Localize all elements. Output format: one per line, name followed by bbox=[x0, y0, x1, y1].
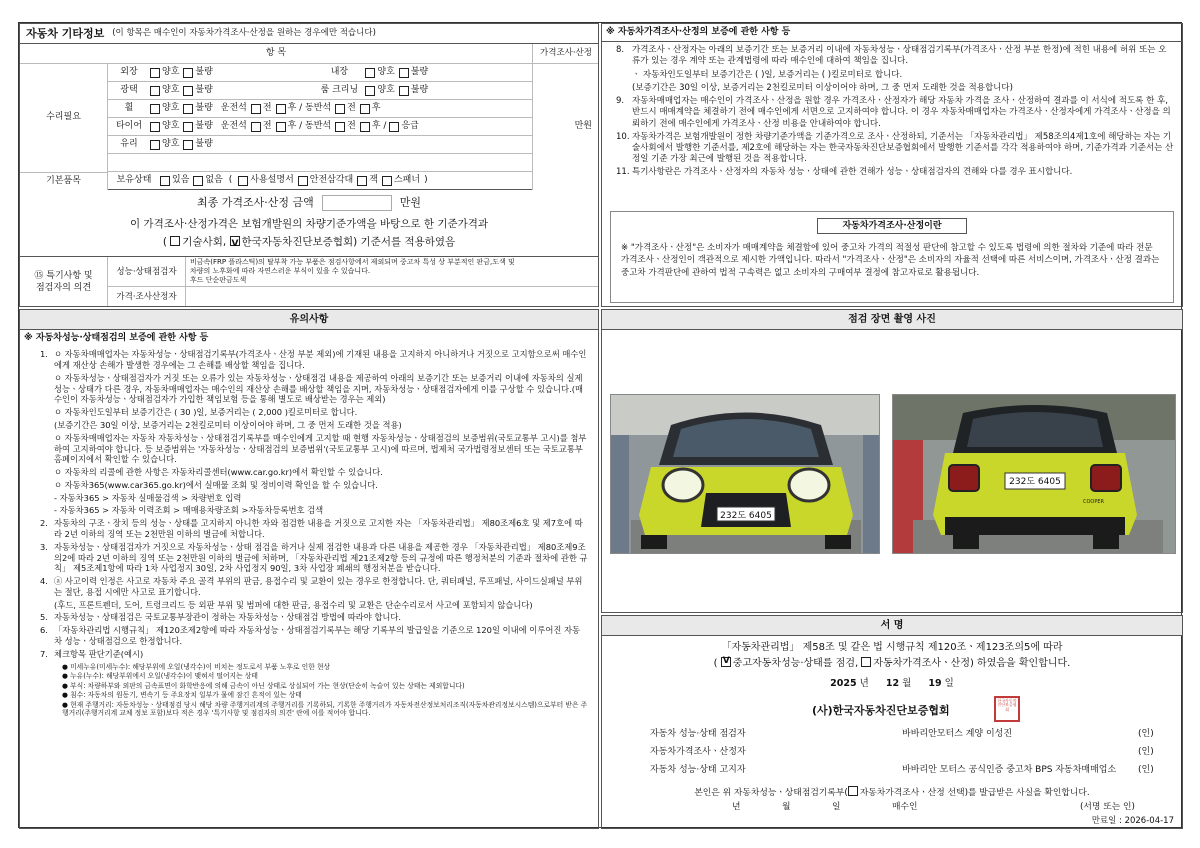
opt-label: 양호 bbox=[377, 84, 395, 95]
row-label: 광택 bbox=[120, 84, 138, 95]
misc-title-note: (이 항목은 매수인이 자동차가격조사·산정을 원하는 경우에만 적습니다) bbox=[112, 28, 376, 39]
item-number: 7. bbox=[40, 648, 48, 659]
triangle-checkbox[interactable] bbox=[298, 176, 308, 186]
note-item bbox=[40, 600, 588, 611]
guarantee-item bbox=[616, 83, 1174, 94]
criteria-item: ● 침수: 자동차의 원동기, 변속기 등 주요장치 일부가 물에 잠긴 흔적이 있는 상태 bbox=[62, 691, 302, 700]
item-number: 11. bbox=[616, 167, 630, 178]
item-number bbox=[616, 70, 632, 81]
item-number bbox=[40, 433, 54, 465]
item-text: 자동차매매업자는 매수인이 가격조사ㆍ산정을 원할 경우 가격조사ㆍ산정자가 해당 자동차 가격을 조사ㆍ산정하여 결과를 이 서식에 적도록 한 후, 반드시 매매계약을 체결하기 전에 매수인에게 서면으로 고지하여야 합니다. 이 경우 자동차매매업자는 가격조사ㆍ산정자에게 가격조사ㆍ산정을 의뢰하기 전에 매수인에게 가격조사ㆍ산정 비용을 안내하여야 합니다. bbox=[632, 96, 1171, 129]
opinion-text-3: 후드 단순판금도색 bbox=[190, 275, 247, 284]
seal-mark[interactable]: (인) bbox=[1138, 729, 1154, 739]
tire-passenger-rear-checkbox[interactable] bbox=[360, 122, 370, 132]
spanner-checkbox[interactable] bbox=[382, 176, 392, 186]
note-item bbox=[40, 493, 588, 504]
photos-header: 점검 장면 촬영 사진 bbox=[602, 310, 1182, 330]
note-item bbox=[40, 518, 588, 540]
manual-checkbox[interactable] bbox=[238, 176, 248, 186]
opt-label: 전 bbox=[347, 120, 356, 131]
wheel-passenger-front-checkbox[interactable] bbox=[335, 104, 345, 114]
signer-row bbox=[602, 744, 1182, 762]
item-number: 6. bbox=[40, 625, 48, 636]
opt-label: 불량 bbox=[195, 102, 213, 113]
basis-line1: 이 가격조사·산정가격은 보험개발원의 차량기준가액을 바탕으로 한 기준가격과 bbox=[129, 218, 489, 230]
guarantee-list bbox=[602, 42, 1182, 178]
signer-value: 바바리안 모터스 공식인증 중고차 BPS 자동차매매업소 bbox=[902, 765, 1117, 775]
row-tire bbox=[108, 118, 532, 136]
item-text: 가격조사ㆍ산정자는 아래의 보증기간 또는 보증거리 이내에 자동차성능ㆍ상태점검기록부(가격조사ㆍ산정 부분 한정)에 적힌 내용에 허위 또는 오류가 있는 경우 계약 또는 관계법령에 따라 매수인에 대하여 책임을 집니다. bbox=[632, 45, 1167, 67]
signer-label: 자동차 성능·상태 고지자 bbox=[650, 765, 746, 775]
sign-date bbox=[602, 678, 1182, 690]
opt-label: 양호 bbox=[162, 84, 180, 95]
criteria-item: ● 부식: 차량하부와 외판의 금속표면이 화학반응에 의해 금속이 아닌 상태로 상실되어 가는 현상(단순히 녹슬어 있는 상태는 제외합니다) bbox=[62, 681, 465, 690]
item-text: 자동차성능ㆍ상태점검은 국토교통부장관이 정하는 자동차성능ㆍ상태점검 방법에 따라야 합니다. bbox=[54, 612, 402, 623]
exterior-bad-checkbox[interactable] bbox=[183, 68, 193, 78]
notes-header: 유의사항 bbox=[20, 310, 598, 330]
guarantee-panel bbox=[601, 23, 1183, 307]
misc-title: 자동차 기타정보 bbox=[26, 26, 105, 40]
item-text: ㅇ 자동차인도일부터 보증기간은 ( 30 )일, 보증거리는 ( 2,000 )킬로미터로 합니다. bbox=[54, 407, 358, 418]
note-item bbox=[40, 649, 588, 660]
notes-list bbox=[20, 347, 598, 659]
sign-opt1: 중고자동차성능·상태를 점검, bbox=[732, 657, 859, 669]
buyer-row bbox=[602, 802, 1182, 814]
signer-row bbox=[602, 726, 1182, 744]
item-text: (보증기간은 30일 이상, 보증거리는 2천킬로미터 이상이어야 하며, 그 중 먼저 도래한 것을 적용) bbox=[54, 419, 402, 430]
row-label: 타이어 bbox=[115, 120, 143, 131]
unit: 월 bbox=[902, 678, 912, 689]
tire-driver-rear-checkbox[interactable] bbox=[276, 122, 286, 132]
basis-opt2: 한국자동차진단보증협회 bbox=[241, 236, 354, 248]
notes-title: ※ 자동차성능·상태점검의 보증에 관한 사항 등 bbox=[24, 333, 209, 343]
notes-panel bbox=[19, 309, 599, 829]
opinion-label-1: ⑮ 특기사항 및 bbox=[34, 271, 93, 282]
sign-opt2: 자동차가격조사ㆍ산정) 하였음을 확인합니다. bbox=[873, 657, 1071, 669]
exterior-good-checkbox[interactable] bbox=[150, 68, 160, 78]
item-text: - 자동차365 > 자동차 실매물검색 > 차량번호 입력 bbox=[54, 492, 242, 503]
unit: 년 bbox=[859, 678, 869, 689]
note-item bbox=[40, 612, 588, 623]
opt-label: 불량 bbox=[410, 66, 429, 77]
basis-suffix: ) 기준서를 적용하였음 bbox=[353, 236, 456, 248]
seal-mark[interactable]: (인) bbox=[1138, 747, 1154, 757]
opt-label: 전 bbox=[347, 102, 356, 113]
opt-label: 있음 bbox=[172, 174, 190, 185]
price-column bbox=[532, 64, 599, 190]
misc-info-panel bbox=[19, 23, 599, 307]
row-label: 유리 bbox=[120, 138, 138, 149]
opinion-row-label: 가격·조사산정자 bbox=[108, 287, 186, 307]
guarantee-box bbox=[610, 211, 1174, 303]
item-number: 9. bbox=[616, 96, 625, 107]
box-title: 자동차가격조사·산정이란 bbox=[817, 218, 967, 234]
seal-text: 한국자동차진단보증협회 bbox=[997, 698, 1017, 712]
wheel-driver-rear-checkbox[interactable] bbox=[276, 104, 286, 114]
tire-driver-front-checkbox[interactable] bbox=[251, 122, 261, 132]
opt-label: 양호 bbox=[162, 66, 180, 77]
item-text: 자동차의 구조ㆍ장치 등의 성능ㆍ상태를 고지하지 아니한 자와 점검한 내용을 거짓으로 고지한 자는 「자동차관리법」 제80조제6호 및 제7호에 따라 2년 이하의 징역 또는 2천만원 이하의 벌금에 처합니다. bbox=[54, 518, 583, 539]
jack-checkbox[interactable] bbox=[357, 176, 367, 186]
opt-label: 잭 bbox=[369, 174, 378, 185]
opinion-row-inspector bbox=[108, 257, 598, 287]
buyer-sign[interactable]: (서명 또는 인) bbox=[1080, 802, 1135, 812]
seat-label: 운전석 bbox=[220, 102, 247, 113]
front-inspection-photo bbox=[610, 394, 880, 554]
receipt-line bbox=[602, 786, 1182, 799]
row-label: 보유상태 bbox=[116, 174, 152, 185]
opinion-label-2: 점검자의 의견 bbox=[35, 282, 92, 293]
opt-label: 후 / 동반석 bbox=[287, 102, 332, 113]
opt-label: 양호 bbox=[162, 120, 180, 131]
item-text: ㅇ 자동차성능ㆍ상태점검자가 거짓 또는 오류가 있는 자동차성능ㆍ상태점검 내용을 제공하여 아래의 보증기간 또는 보증거리 이내에 자동차의 실제 성능ㆍ상태가 다른 경우, 자동차매매업자는 매수인의 재산상 손해를 배상할 책임을 지며, 자동차성능ㆍ상태점검자에게 이를 구상할 수 있습니다.(매수인이 자동차성능ㆍ상태점검자가 가입한 책임보험 등을 통해 별도로 배상받는 경우는 제외) bbox=[54, 372, 583, 405]
item-text: 자동차성능ㆍ상태점검자가 거짓으로 자동차성능ㆍ상태 점검을 하거나 실제 점검한 내용과 다른 내용을 제공한 경우 「자동차관리법」 제80조제9조의2에 따라 2년 이하의 징역 또는 2천만원 이하의 벌금에 처하며, 「자동차관리법 제21조제2항 등의 규정에 따른 행정처분의 기준과 절차에 관한 규칙」 제5조제1항에 따라 1차 사업정지 30일, 2차 사업정지 90일, 3차 사업장 폐쇄의 행정처분을 받습니다. bbox=[54, 541, 588, 574]
opt-label: 불량 bbox=[195, 84, 213, 95]
row-exterior bbox=[108, 64, 532, 82]
receipt-a: 본인은 위 자동차성능ㆍ상태점검기록부( bbox=[694, 788, 848, 798]
opt-label: 양호 bbox=[162, 102, 180, 113]
basis-assoc-checkbox[interactable] bbox=[230, 236, 240, 246]
criteria-list bbox=[20, 662, 598, 718]
note-item bbox=[40, 467, 588, 478]
row-glass bbox=[108, 136, 532, 154]
signer-row bbox=[602, 762, 1182, 780]
final-amount-field[interactable] bbox=[322, 195, 392, 211]
row-kept bbox=[108, 172, 532, 190]
note-item bbox=[40, 542, 588, 574]
front-car-image bbox=[611, 395, 880, 554]
opt-label: 불량 bbox=[195, 138, 213, 149]
row-wheel bbox=[108, 100, 532, 118]
note-item bbox=[40, 480, 588, 491]
interior-good-checkbox[interactable] bbox=[365, 68, 375, 78]
item-text: ㅇ 자동차매매업자는 자동차성능ㆍ상태점검기록부(가격조사ㆍ산정 부분 제외)에 기재된 내용을 고지하지 아니하거나 거짓으로 고지함으로써 매수인에게 재산상 손해가 발생한 경우에는 그 손해를 배상할 책임을 집니다. bbox=[54, 349, 587, 371]
group-repair-label: 수리필요 bbox=[20, 64, 108, 172]
basis-opt1: 기술사회 bbox=[182, 236, 223, 248]
opt-label: 후 bbox=[371, 102, 381, 113]
kept-yes-checkbox[interactable] bbox=[160, 176, 170, 186]
glass-good-checkbox[interactable] bbox=[150, 140, 160, 150]
tire-spare-checkbox[interactable] bbox=[389, 122, 399, 132]
item-number bbox=[40, 420, 54, 431]
basis-line2: ( 기술사회, V한국자동차진단보증협회) 기준서를 적용하였음 bbox=[20, 233, 598, 251]
final-label: 최종 가격조사·산정 금액 bbox=[196, 196, 314, 210]
inspection-record-page bbox=[18, 22, 1182, 828]
header-price: 가격조사·산정 bbox=[540, 48, 592, 59]
kept-no-checkbox[interactable] bbox=[193, 176, 203, 186]
box-text: ※ "가격조사ㆍ산정"은 소비자가 매매계약을 체결함에 있어 중고차 가격의 적절성 판단에 참고할 수 있도록 법령에 의한 절차와 기준에 따라 전문 가격조사ㆍ산정인이 객관적으로 제시한 가액입니다. 따라서 "가격조사ㆍ산정"은 소비자의 자율적 선택에 따른 서비스이며, 가격조사ㆍ산정 결과는 중고차 가격판단에 관하여 법적 구속력은 없고 소비자의 구매여부 결정에 참고자료로 활용됩니다. bbox=[621, 243, 1160, 278]
opt-label: 스패너 bbox=[393, 174, 421, 185]
sign-line2 bbox=[602, 657, 1182, 671]
receipt-price-checkbox[interactable] bbox=[848, 786, 858, 796]
sign-year: 2025 bbox=[830, 678, 857, 689]
seat-label: 운전석 bbox=[220, 120, 247, 131]
item-text: 특기사항란은 가격조사ㆍ산정자의 자동차 성능ㆍ상태에 관한 견해가 성능ㆍ상태점검자의 견해와 다를 경우 표시합니다. bbox=[632, 167, 1073, 178]
item-number: 2. bbox=[40, 518, 48, 529]
row-label-2: 룸 크리닝 bbox=[320, 84, 359, 95]
item-text: 체크항목 판단기준(예시) bbox=[54, 648, 144, 659]
note-item bbox=[40, 576, 588, 598]
receipt-b: 자동차가격조사ㆍ산정 선택)를 발급받은 사실을 확인합니다. bbox=[859, 788, 1090, 798]
interior-bad-checkbox[interactable] bbox=[399, 68, 409, 78]
item-number: 1. bbox=[40, 349, 48, 360]
row-spacer bbox=[108, 154, 532, 172]
opt-label: 불량 bbox=[410, 84, 429, 95]
header-item: 항 목 bbox=[265, 47, 287, 58]
paren: ) bbox=[424, 174, 428, 185]
item-number: 5. bbox=[40, 612, 48, 623]
cleaning-good-checkbox[interactable] bbox=[365, 86, 375, 96]
price-appraisal-checkbox[interactable] bbox=[861, 657, 871, 667]
opt-label: 불량 bbox=[195, 66, 213, 77]
gloss-good-checkbox[interactable] bbox=[150, 86, 160, 96]
criteria-item: ● 누유(누수): 해당부위에서 오일(냉각수)이 맺혀서 떨어지는 상태 bbox=[62, 672, 258, 681]
guarantee-item bbox=[616, 132, 1174, 166]
guarantee-title: ※ 자동차가격조사·산정의 보증에 관한 사항 등 bbox=[602, 24, 1182, 42]
note-item bbox=[40, 625, 588, 647]
cleaning-bad-checkbox[interactable] bbox=[399, 86, 409, 96]
item-number: 8. bbox=[616, 45, 625, 56]
wheel-passenger-rear-checkbox[interactable] bbox=[360, 104, 370, 114]
glass-bad-checkbox[interactable] bbox=[183, 140, 193, 150]
item-number bbox=[40, 373, 54, 405]
criteria-item: ● 미세누유(미세누수): 해당부위에 오일(냉각수)이 비치는 정도로서 부품 노후로 인한 현상 bbox=[62, 662, 331, 671]
sign-org: (사)한국자동차진단보증협회 bbox=[812, 704, 950, 717]
sign-line1: 「자동차관리법」 제58조 및 같은 법 시행규칙 제120조ㆍ제123조의5에 따라 bbox=[721, 642, 1063, 653]
basis-tech-checkbox[interactable] bbox=[170, 236, 180, 246]
note-item bbox=[40, 505, 588, 516]
opt-label: 후 / 동반석 bbox=[287, 120, 332, 131]
sign-rows bbox=[602, 726, 1182, 780]
row-gloss bbox=[108, 82, 532, 100]
unit: 일 bbox=[944, 678, 954, 689]
misc-title-row bbox=[20, 24, 598, 44]
item-number: 4. bbox=[40, 576, 48, 587]
price-unit: 만원 bbox=[574, 121, 592, 132]
opinion-row-appraiser bbox=[108, 287, 598, 307]
item-text: (후드, 프론트펜더, 도어, 트렁크리드 등 외판 부위 및 범퍼에 대한 판금, 용접수리 및 교환은 단순수리로서 사고에 포함되지 않습니다) bbox=[54, 599, 533, 610]
opinion-text-1: 비금속(FRP 플라스틱)의 탈부착 가능 부품은 점검사항에서 제외되며 중고차 특성 상 부분적인 판금,도색 및 bbox=[190, 258, 515, 266]
row-label: 휠 bbox=[124, 102, 134, 113]
tire-good-checkbox[interactable] bbox=[150, 122, 160, 132]
association-seal bbox=[994, 696, 1020, 722]
item-text: ㆍ 자동차인도일부터 보증기간은 ( )일, 보증거리는 ( )킬로미터로 합니다. bbox=[632, 69, 903, 80]
item-number: 3. bbox=[40, 541, 48, 552]
opt-label: 양호 bbox=[162, 138, 180, 149]
used-car-inspection-checkbox[interactable] bbox=[721, 657, 731, 667]
opt-label: 불량 bbox=[195, 120, 213, 131]
opinion-label bbox=[20, 257, 108, 307]
item-text: ㅇ 자동차매매업자는 자동차 자동차성능ㆍ상태점검기록부를 매수인에게 고지할 때 현행 자동차성능ㆍ상태점검의 보증범위(국토교통부 고시)를 첨부하여 고지하여야 합니다. 등 보증범위는 '자동차성능ㆍ상태점검의 보증범위'(국토교통부 고시)에 따르며, 법제처 국가법령정보센터 또는 국토교통부 홈페이지에서 확인할 수 있습니다. bbox=[54, 432, 587, 465]
paren: ( bbox=[162, 236, 167, 248]
item-text: ㅇ 자동차의 리콜에 관한 사항은 자동차리콜센터(www.car.go.kr)에서 확인할 수 있습니다. bbox=[54, 467, 383, 478]
final-amount-row bbox=[20, 191, 598, 215]
item-text: 자동차가격은 보험개발원이 정한 차량기준가액을 기준가격으로 조사ㆍ산정하되, 기준서는 「자동차관리법」 제58조의4제1호에 해당하는 자는 기술사회에서 발행한 기준서를, 제2호에 해당하는 자는 한국자동차진단보증협회에서 발행한 기준서를 각각 적용하여야 하며, 기준가격과 기준서는 산정일 기준 가장 최근에 발행된 것을 적용합니다. bbox=[632, 131, 1174, 165]
opt-label: 사용설명서 bbox=[250, 174, 294, 185]
unit: 월 bbox=[782, 802, 791, 812]
row-label-2: 내장 bbox=[330, 66, 349, 77]
photos-panel bbox=[601, 309, 1183, 613]
item-number bbox=[40, 480, 54, 491]
item-text: ㅇ 자동차365(www.car365.go.kr)에서 실매물 조회 및 정비이력 확인을 할 수 있습니다. bbox=[54, 479, 378, 490]
wheel-bad-checkbox[interactable] bbox=[183, 104, 193, 114]
tire-passenger-front-checkbox[interactable] bbox=[335, 122, 345, 132]
signer-label: 자동차 성능·상태 점검자 bbox=[650, 729, 746, 739]
basis-text bbox=[20, 215, 598, 257]
item-number bbox=[40, 600, 54, 611]
guarantee-item bbox=[616, 70, 1174, 81]
opinion-row-label: 성능·상태점검자 bbox=[108, 257, 186, 287]
item-text: (보증기간은 30일 이상, 보증거리는 2천킬로미터 이상이어야 하며, 그 중 먼저 도래한 것을 적용합니다) bbox=[632, 82, 1013, 93]
note-item bbox=[40, 373, 588, 405]
guarantee-item bbox=[616, 167, 1174, 178]
opt-label: 없음 bbox=[205, 174, 223, 185]
paren: ( bbox=[713, 657, 718, 669]
wheel-driver-front-checkbox[interactable] bbox=[251, 104, 261, 114]
note-item bbox=[40, 407, 588, 418]
item-number: 10. bbox=[616, 131, 630, 142]
note-item bbox=[40, 349, 588, 371]
item-number bbox=[40, 467, 54, 478]
expiry: 만료일 : 2026-04-17 bbox=[1091, 816, 1174, 826]
rear-plate-text: 232도 6405 bbox=[1009, 477, 1061, 487]
opt-label: 후 / bbox=[371, 120, 387, 131]
rear-inspection-photo bbox=[892, 394, 1176, 554]
item-number bbox=[40, 407, 54, 418]
sign-header: 서 명 bbox=[602, 616, 1182, 636]
unit: 년 bbox=[732, 802, 741, 812]
item-text: ⓐ 사고이력 인정은 사고로 자동차 주요 골격 부위의 판금, 용접수리 및 교환이 있는 경우로 한정합니다. 단, 쿼터패널, 루프패널, 사이드실패널 부위는 절단, 용접 시에만 사고로 표기합니다. bbox=[54, 576, 583, 597]
final-unit: 만원 bbox=[399, 196, 421, 210]
opt-label: 양호 bbox=[377, 66, 395, 77]
note-item bbox=[40, 433, 588, 465]
item-number bbox=[40, 505, 54, 516]
sign-panel bbox=[601, 615, 1183, 829]
signer-label: 자동차가격조사ㆍ산정자 bbox=[650, 747, 746, 757]
opt-label: 전 bbox=[262, 120, 272, 131]
misc-header-row bbox=[20, 44, 598, 64]
opt-label: 안전삼각대 bbox=[309, 174, 354, 185]
front-plate-text: 232도 6405 bbox=[720, 511, 772, 521]
note-item bbox=[40, 420, 588, 431]
guarantee-item bbox=[616, 96, 1174, 130]
wheel-good-checkbox[interactable] bbox=[150, 104, 160, 114]
unit: 일 bbox=[832, 802, 841, 812]
guarantee-item bbox=[616, 45, 1174, 67]
rear-car-image bbox=[893, 395, 1176, 554]
rear-badge-text: COOPER bbox=[1083, 499, 1105, 505]
tire-bad-checkbox[interactable] bbox=[183, 122, 193, 132]
buyer-label: 매수인 bbox=[892, 802, 918, 812]
sign-month: 12 bbox=[885, 678, 900, 689]
item-number bbox=[616, 83, 632, 94]
photos-area bbox=[602, 330, 1182, 613]
item-number bbox=[40, 493, 54, 504]
row-label: 외장 bbox=[120, 66, 138, 77]
sign-day: 19 bbox=[928, 678, 942, 689]
opinion-text-2: 차량의 노후화에 따라 자연스러운 부식이 있을 수 있습니다. bbox=[190, 266, 371, 275]
item-text: - 자동차365 > 자동차 이력조회 > 매매용차량조회 >자동차등록번호 검색 bbox=[54, 505, 324, 516]
group-basic-label: 기본품목 bbox=[20, 172, 108, 190]
paren: ( bbox=[228, 174, 233, 185]
criteria-item: ● 현재 주행거리: 자동차성능ㆍ상태점검 당시 해당 차량 주행거리계의 주행거리를 기록하되, 기록한 주행거리가 자동차전산정보처리조직(자동차관리정보시스템)으로부터 받은 주행거리(주행거리계 교체 정보 포함)보다 적은 경우 '특기사항 및 점검자의 의견' 란에 이를 적어야 합니다. bbox=[62, 700, 588, 717]
opt-label: 응급 bbox=[401, 120, 419, 131]
signer-value: 바바리안모터스 계양 이성진 bbox=[902, 729, 1013, 739]
seal-mark[interactable]: (인) bbox=[1138, 765, 1154, 775]
opinion-text bbox=[190, 258, 596, 284]
opt-label: 전 bbox=[262, 102, 272, 113]
gloss-bad-checkbox[interactable] bbox=[183, 86, 193, 96]
item-text: 「자동차관리법 시행규칙」 제120조제2항에 따라 자동차성능ㆍ상태점검기록부는 해당 기록부의 발급일을 기준으로 120일 이내에 이루어진 자동차 성능ㆍ상태점검으로 한정합니다. bbox=[54, 625, 581, 646]
